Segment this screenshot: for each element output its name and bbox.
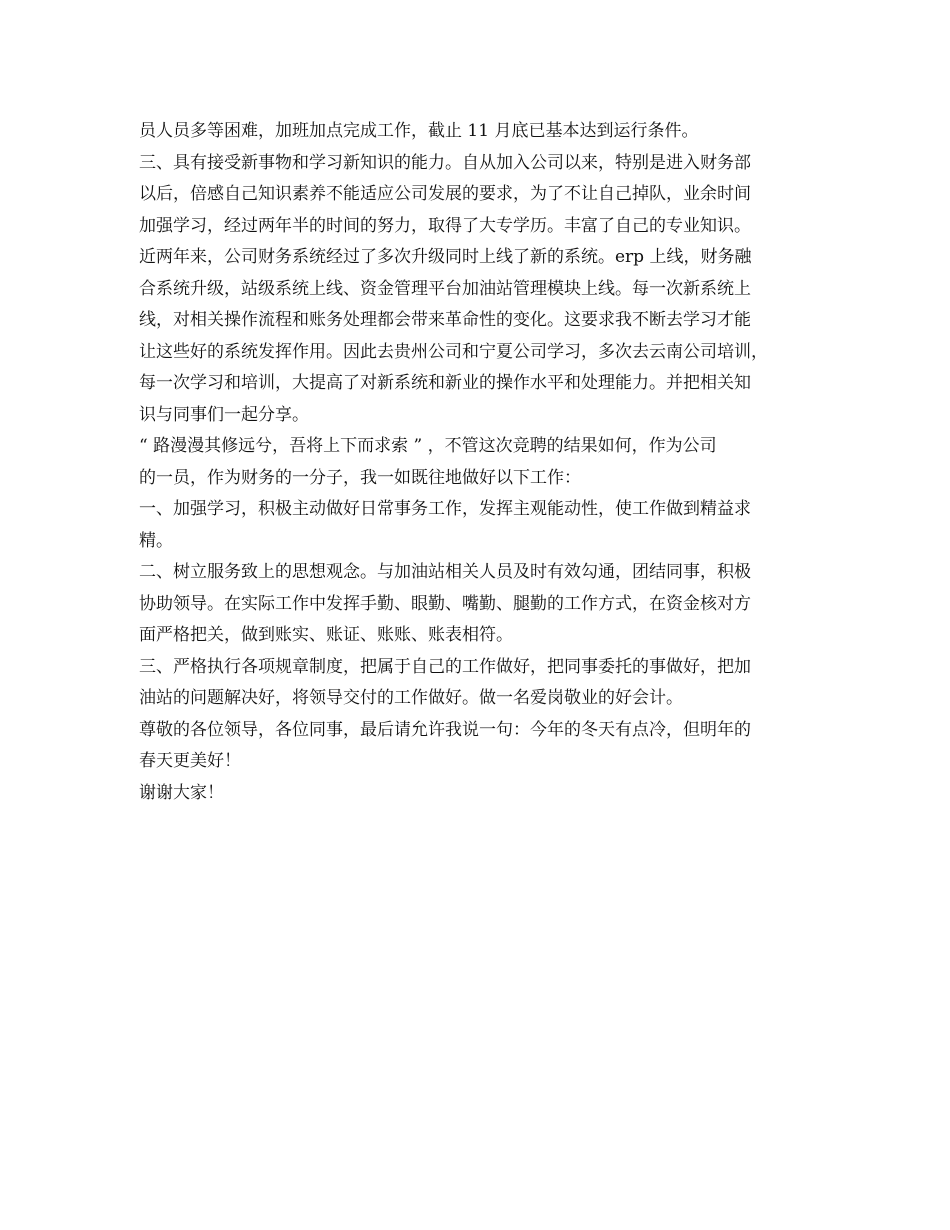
text-line: 春天更美好！ [139,751,241,771]
text-line: 三、严格执行各项规章制度，把属于自己的工作做好，把同事委托的事做好，把加 [139,656,751,677]
text-line: 二、树立服务致上的思想观念。与加油站相关人员及时有效勾通，团结同事，积极 [139,562,751,582]
text-line: 协助领导。在实际工作中发挥手勤、眼勤、嘴勤、腿勤的工作方式，在资金核对方 [139,593,751,614]
text-line: 员人员多等困难，加班加点完成工作，截止 11 月底已基本达到运行条件。 [139,121,699,141]
text-line: 让这些好的系统发挥作用。因此去贵州公司和宁夏公司学习，多次去云南公司培训， [139,341,768,362]
text-line: 每一次学习和培训，大提高了对新系统和新业的操作水平和处理能力。并把相关知 [139,373,751,393]
text-line: 油站的问题解决好，将领导交付的工作做好。做一名爱岗敬业的好会计。 [139,688,683,708]
text-line: 线，对相关操作流程和账务处理都会带来革命性的变化。这要求我不断去学习才能 [139,310,751,330]
text-line: 近两年来，公司财务系统经过了多次升级同时上线了新的系统。erp 上线，财务融 [139,247,752,267]
text-line: 谢谢大家！ [139,782,224,803]
text-line: 三、具有接受新事物和学习新知识的能力。自从加入公司以来，特别是进入财务部 [139,152,751,173]
text-line: 精。 [139,530,173,551]
text-line: 一、加强学习，积极主动做好日常事务工作，发挥主观能动性，使工作做到精益求 [139,499,751,519]
text-line: 面严格把关，做到账实、账证、账账、账表相符。 [139,625,513,645]
document-body [139,116,819,809]
text-line: 识与同事们一起分享。 [139,404,309,425]
text-line: 加强学习，经过两年半的时间的努力，取得了大专学历。丰富了自己的专业知识。 [139,215,751,236]
text-line: 尊敬的各位领导，各位同事，最后请允许我说一句：今年的冬天有点冷，但明年的 [139,719,751,740]
text-line: 以后，倍感自己知识素养不能适应公司发展的要求，为了不让自己掉队，业余时间 [139,184,751,204]
text-line: “ 路漫漫其修远兮，吾将上下而求索 ” ，不管这次竞聘的结果如何，作为公司 [139,436,717,456]
text-line: 合系统升级，站级系统上线、资金管理平台加油站管理模块上线。每一次新系统上 [139,278,751,299]
text-line: 的一员，作为财务的一分子，我一如既往地做好以下工作： [139,467,581,488]
